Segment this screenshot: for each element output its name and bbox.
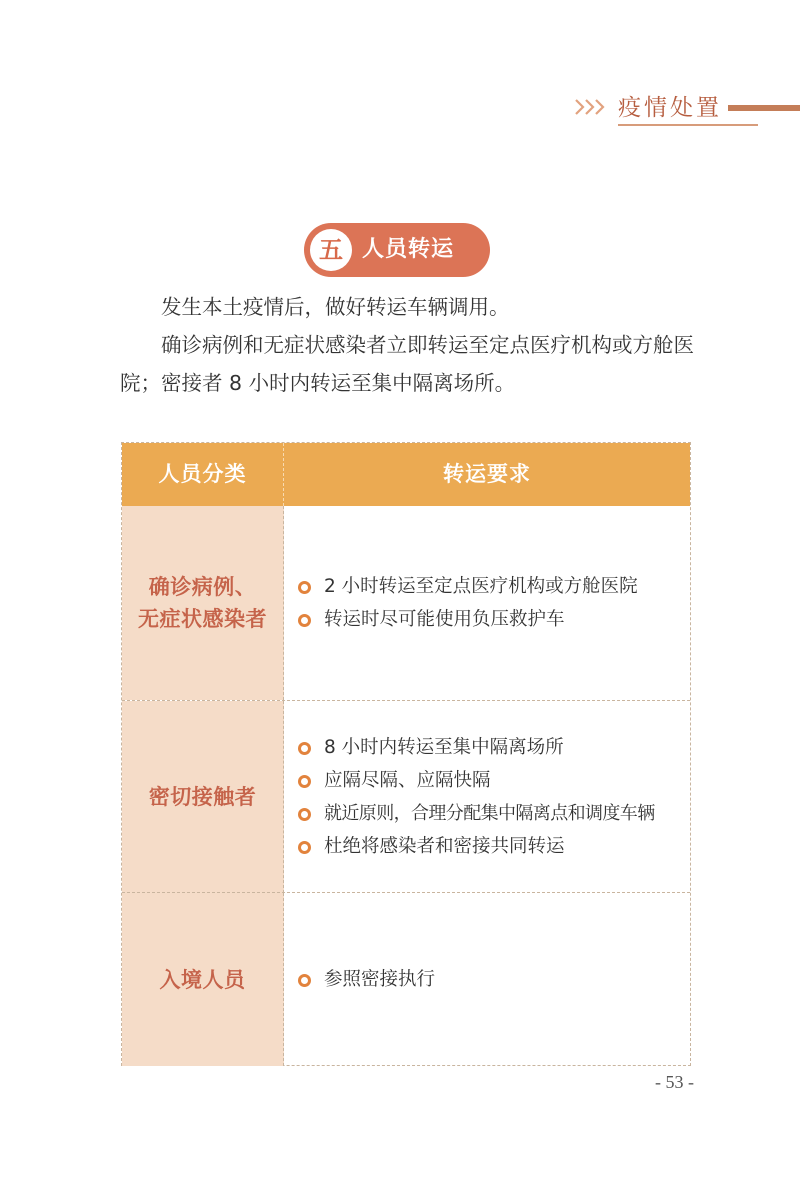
requirements-list — [284, 963, 435, 996]
ring-bullet-icon — [298, 974, 311, 987]
column-header-requirements: 转运要求 — [443, 462, 531, 486]
ring-bullet-icon — [298, 808, 311, 821]
requirement-text: 就近原则，合理分配集中隔离点和调度车辆 — [324, 803, 655, 824]
requirement-text: 杜绝将感染者和密接共同转运 — [324, 836, 565, 857]
ring-bullet-icon — [298, 581, 311, 594]
requirement-text: 2 小时转运至定点医疗机构或方舱医院 — [324, 576, 638, 597]
list-item — [298, 830, 655, 863]
section-title: 疫情处置 — [618, 95, 722, 121]
intro-paragraph: 确诊病例和无症状感染者立即转运至定点医疗机构或方舱医院；密接者 8 小时内转运至集中隔离场所。 — [120, 333, 694, 395]
list-item — [298, 731, 655, 764]
list-item — [298, 963, 435, 996]
header-accent-bar — [728, 105, 800, 111]
chapter-title: 人员转运 — [362, 237, 455, 262]
transfer-requirements-table — [121, 442, 691, 1066]
requirements-cell — [284, 701, 690, 893]
category-cell — [122, 893, 284, 1066]
requirements-list — [284, 731, 655, 863]
category-cell — [122, 506, 284, 700]
table-header-row — [122, 443, 690, 506]
table-row — [122, 506, 690, 700]
chapter-number-badge: 五 — [310, 229, 352, 271]
header-underline — [618, 124, 758, 126]
section-header — [574, 92, 800, 128]
ring-bullet-icon — [298, 775, 311, 788]
category-label: 入境人员 — [159, 967, 246, 992]
ring-bullet-icon — [298, 841, 311, 854]
list-item — [298, 570, 638, 603]
requirement-text: 转运时尽可能使用负压救护车 — [324, 609, 565, 630]
requirements-list — [284, 570, 638, 636]
list-item — [298, 764, 655, 797]
category-label: 确诊病例、 无症状感染者 — [138, 575, 267, 631]
list-item — [298, 603, 638, 636]
requirements-cell — [284, 506, 690, 700]
page-number: - 53 - — [655, 1072, 694, 1092]
ring-bullet-icon — [298, 742, 311, 755]
list-item — [298, 797, 655, 830]
category-label: 密切接触者 — [148, 785, 257, 809]
table-row — [122, 892, 690, 1066]
triple-chevron-icon — [574, 98, 614, 116]
intro-text — [120, 288, 700, 402]
requirements-cell — [284, 893, 690, 1066]
category-cell — [122, 701, 284, 893]
requirement-text: 参照密接执行 — [324, 969, 436, 990]
intro-paragraph: 发生本土疫情后，做好转运车辆调用。 — [161, 295, 510, 319]
requirement-text: 8 小时内转运至集中隔离场所 — [324, 737, 564, 758]
ring-bullet-icon — [298, 614, 311, 627]
table-row — [122, 700, 690, 893]
column-header-category: 人员分类 — [158, 462, 247, 486]
chapter-heading — [304, 223, 490, 277]
requirement-text: 应隔尽隔、应隔快隔 — [324, 770, 491, 791]
